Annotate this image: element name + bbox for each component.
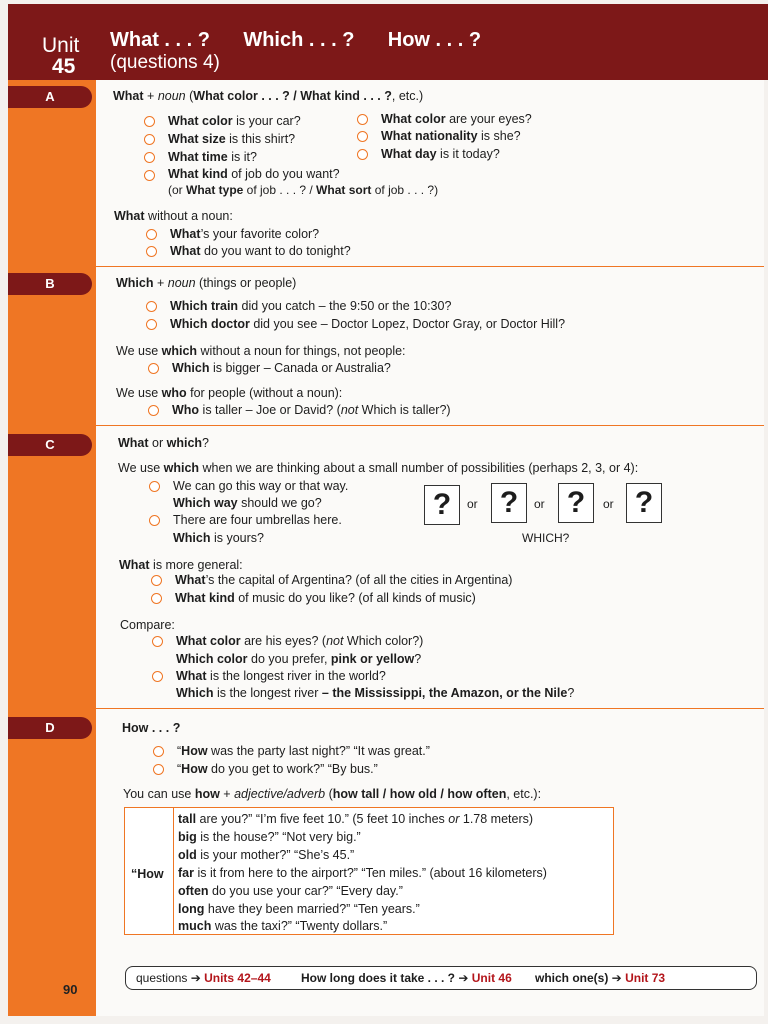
example-line: “How was the party last night?” “It was great.”: [177, 744, 430, 758]
arrow-icon: ➔: [458, 971, 469, 985]
example-line: What time is it?: [168, 150, 257, 164]
unit-number: 45: [52, 55, 76, 78]
bullet-icon: [153, 764, 164, 775]
question-mark-box: ?: [558, 483, 594, 523]
how-label: “How: [131, 867, 164, 881]
subheading: What without a noun:: [114, 209, 233, 223]
section-a-heading: What + noun (What color . . . ? / What kind . . . ?, etc.): [113, 89, 424, 103]
question-mark-box: ?: [626, 483, 662, 523]
example-line: What nationality is she?: [381, 129, 521, 143]
example-line: What color is your car?: [168, 114, 301, 128]
example-line: Which is yours?: [173, 531, 264, 545]
example-line: Which doctor did you see – Doctor Lopez, Doctor Gray, or Doctor Hill?: [170, 317, 566, 331]
bullet-icon: [144, 152, 155, 163]
question-mark-box: ?: [424, 485, 460, 525]
example-line: Which is the longest river – the Mississippi, the Amazon, or the Nile?: [176, 686, 575, 700]
bullet-icon: [146, 319, 157, 330]
section-c-heading: What or which?: [118, 436, 209, 450]
example-line: What kind of job do you want?: [168, 167, 340, 181]
which-caption: WHICH?: [522, 531, 570, 545]
or-label: or: [534, 497, 545, 511]
table-row: old is your mother?” “She’s 45.”: [178, 848, 355, 862]
section-divider: [96, 425, 764, 426]
bullet-icon: [149, 515, 160, 526]
table-column-divider: [173, 808, 174, 934]
example-line: “How do you get to work?” “By bus.”: [177, 762, 378, 776]
example-line: Which train did you catch – the 9:50 or the 10:30?: [170, 299, 452, 313]
example-line: What do you want to do tonight?: [170, 244, 351, 258]
example-line: What’s the capital of Argentina? (of all the cities in Argentina): [175, 573, 513, 587]
rule-text: We use which when we are thinking about a small number of possibilities (perhaps 2, 3, or 4):: [118, 461, 639, 475]
unit-label: Unit: [42, 34, 80, 57]
example-line: Which way should we go?: [173, 496, 322, 510]
example-note: (or What type of job . . . ? / What sort of job . . . ?): [168, 183, 439, 197]
example-line: What day is it today?: [381, 147, 500, 161]
question-mark-box: ?: [491, 483, 527, 523]
example-line: What is the longest river in the world?: [176, 669, 386, 683]
table-row: far is it from here to the airport?” “Ten miles.” (about 16 kilometers): [178, 866, 547, 880]
page-number: 90: [63, 982, 78, 997]
section-tab-c: C: [8, 434, 92, 456]
example-line: What’s your favorite color?: [170, 227, 320, 241]
bullet-icon: [146, 301, 157, 312]
bullet-icon: [144, 134, 155, 145]
bullet-icon: [149, 481, 160, 492]
subheading: What is more general:: [119, 558, 243, 572]
bullet-icon: [152, 671, 163, 682]
cross-reference-which-one[interactable]: which one(s) ➔ Unit 73: [535, 971, 666, 985]
or-label: or: [603, 497, 614, 511]
bullet-icon: [357, 114, 368, 125]
example-line: What size is this shirt?: [168, 132, 296, 146]
arrow-icon: ➔: [190, 971, 201, 985]
example-line: We can go this way or that way.: [173, 479, 349, 493]
bullet-icon: [144, 116, 155, 127]
cross-reference-how-long[interactable]: How long does it take . . . ? ➔ Unit 46: [301, 971, 512, 985]
left-sidebar: [8, 4, 96, 1016]
section-tab-a: A: [8, 86, 92, 108]
or-label: or: [467, 497, 478, 511]
bullet-icon: [151, 593, 162, 604]
cross-reference-bar: [125, 966, 757, 990]
bullet-icon: [148, 405, 159, 416]
how-examples-table: [124, 807, 614, 935]
example-line: What color are your eyes?: [381, 112, 532, 126]
rule-text: You can use how + adjective/adverb (how tall / how old / how often, etc.):: [123, 787, 542, 801]
example-line: Which is bigger – Canada or Australia?: [172, 361, 391, 375]
table-row: often do you use your car?” “Every day.”: [178, 884, 403, 898]
page-title: What . . . ? Which . . . ? How . . . ?: [110, 29, 482, 51]
cross-reference-questions[interactable]: questions ➔ Units 42–44: [136, 971, 271, 985]
bullet-icon: [153, 746, 164, 757]
bullet-icon: [144, 170, 155, 181]
bullet-icon: [357, 149, 368, 160]
bullet-icon: [148, 363, 159, 374]
table-row: long have they been married?” “Ten years.”: [178, 902, 420, 916]
table-row: big is the house?” “Not very big.”: [178, 830, 361, 844]
example-line: Which color do you prefer, pink or yellow?: [176, 652, 422, 666]
example-line: What kind of music do you like? (of all kinds of music): [175, 591, 476, 605]
section-d-heading: How . . . ?: [122, 721, 181, 735]
section-divider: [96, 708, 764, 709]
section-b-heading: Which + noun (things or people): [116, 276, 297, 290]
table-row: tall are you?” “I’m five feet 10.” (5 feet 10 inches or 1.78 meters): [178, 812, 534, 826]
table-row: much was the taxi?” “Twenty dollars.”: [178, 919, 388, 933]
bullet-icon: [146, 229, 157, 240]
rule-text: We use which without a noun for things, not people:: [116, 344, 406, 358]
rule-text: We use who for people (without a noun):: [116, 386, 343, 400]
bullet-icon: [146, 246, 157, 257]
section-tab-d: D: [8, 717, 92, 739]
example-line: Who is taller – Joe or David? (not Which is taller?): [172, 403, 451, 417]
bullet-icon: [357, 131, 368, 142]
arrow-icon: ➔: [611, 971, 622, 985]
bullet-icon: [151, 575, 162, 586]
section-tab-b: B: [8, 273, 92, 295]
example-line: What color are his eyes? (not Which color?): [176, 634, 424, 648]
page-subtitle: (questions 4): [110, 52, 220, 73]
compare-label: Compare:: [120, 618, 175, 632]
example-line: There are four umbrellas here.: [173, 513, 342, 527]
bullet-icon: [152, 636, 163, 647]
section-divider: [96, 266, 764, 267]
